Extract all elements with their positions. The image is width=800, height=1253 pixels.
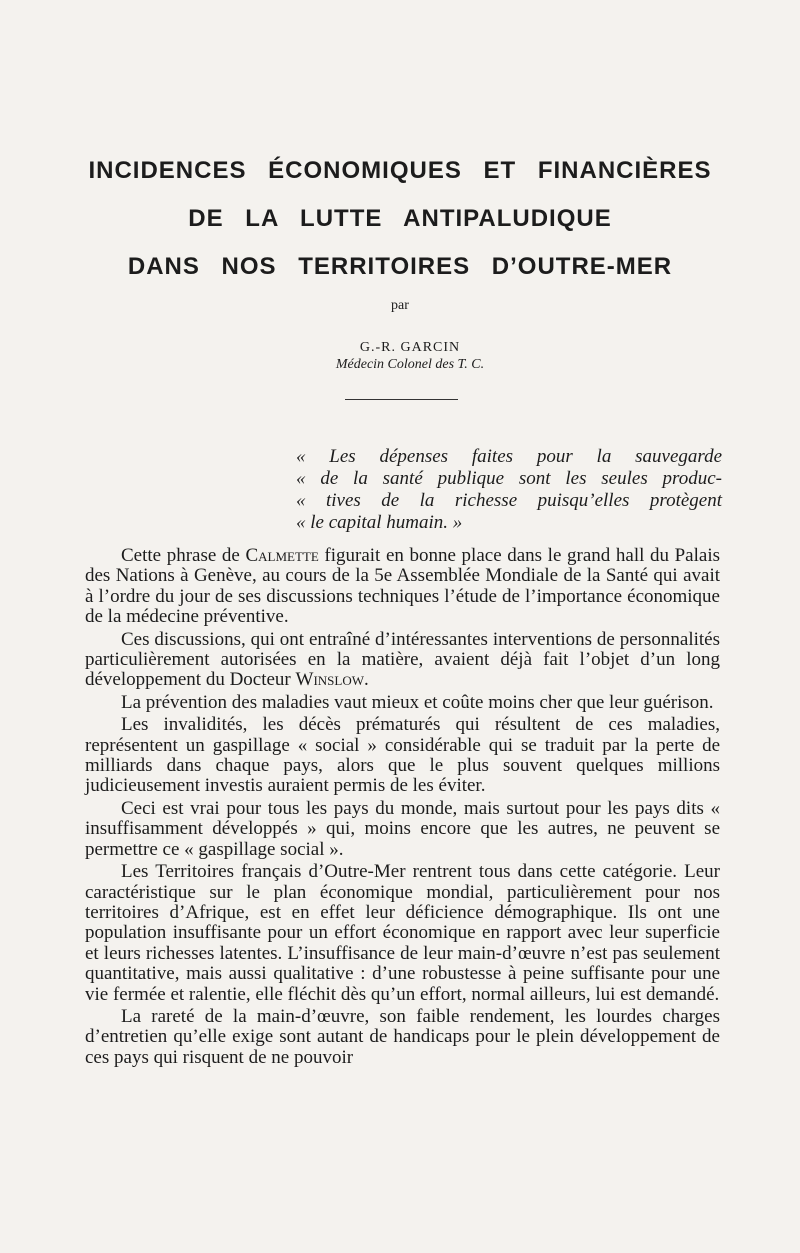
byline-par: par bbox=[391, 298, 409, 313]
paragraph-7: La rareté de la main-d’œuvre, son faible rendement, les lourdes charges d’entretien qu’elle exige sont autant de handicaps pour le plein développement de ces pays qui risquent de ne pouvoir bbox=[85, 1005, 720, 1068]
epigraph-line: « tives de la richesse puisqu’elles protègent bbox=[296, 490, 722, 511]
epigraph-line: « de la santé publique sont les seules produc- bbox=[296, 468, 722, 489]
paragraph-1-end: figurait en bonne place dans le grand hall du Palais des Nations à Genève, au cours de la 5e Assemblée Mondiale de la Santé qui avait à l’ordre du jour de ses discussions techniques l’étude de l’importance économique de la médecine préventive. bbox=[85, 545, 720, 628]
article-body bbox=[85, 546, 720, 1068]
title-line-2: DE LA LUTTE ANTIPALUDIQUE bbox=[188, 205, 612, 232]
paragraph-2-start: Ces discussions, qui ont entraîné d’intéressantes interventions de personnalités particulièrement autorisées en la matière, avaient déjà fait l’objet d’un long développement du Docteur bbox=[85, 628, 720, 691]
epigraph-line: « Les dépenses faites pour la sauvegarde bbox=[296, 446, 722, 467]
author-name: G.-R. GARCIN bbox=[359, 340, 461, 355]
epigraph bbox=[296, 446, 722, 534]
author-role: Médecin Colonel des T. C. bbox=[335, 357, 485, 372]
epigraph-line: « le capital humain. » bbox=[296, 512, 463, 533]
title-line-3: DANS NOS TERRITOIRES D’OUTRE-MER bbox=[127, 253, 673, 280]
title-line-1: INCIDENCES ÉCONOMIQUES ET FINANCIÈRES bbox=[88, 157, 712, 184]
paragraph-2 bbox=[85, 630, 720, 691]
paragraph-1 bbox=[85, 546, 720, 628]
paragraph-2-end: . bbox=[364, 669, 369, 691]
paragraph-4: Les invalidités, les décès prématurés qui résultent de ces maladies, représentent un gaspillage « social » considérable qui se traduit par la perte de milliards dans chaque pays, alors que le plus souvent quelques millions judicieusement investis auraient permis de les éviter. bbox=[85, 714, 720, 797]
paragraph-6: Les Territoires français d’Outre-Mer rentrent tous dans cette catégorie. Leur caractéristique sur le plan économique mondial, particulièrement pour nos territoires d’Afrique, est en effet leur déficience démographique. Ils ont une population insuffisante pour un effort économique en rapport avec leur superficie et leurs richesses latentes. L’insuffisance de leur main-d’œuvre n’est pas seulement quantitative, mais aussi qualitative : d’une robustesse à peine suffisante pour une vie fermée et ralentie, elle fléchit dès qu’un effort, normal ailleurs, lui est demandé. bbox=[85, 861, 720, 1005]
paragraph-5: Ceci est vrai pour tous les pays du monde, mais surtout pour les pays dits « insuffisamment développés » qui, moins encore que les autres, ne peuvent se permettre ce « gaspillage social ». bbox=[85, 797, 720, 860]
person-name-winslow: Winslow bbox=[295, 669, 364, 691]
person-name-calmette: Calmette bbox=[245, 545, 319, 566]
paragraph-1-start: Cette phrase de bbox=[121, 545, 246, 566]
paragraph-3: La prévention des maladies vaut mieux et coûte moins cher que leur guérison. bbox=[121, 691, 714, 713]
separator-rule bbox=[345, 399, 458, 400]
